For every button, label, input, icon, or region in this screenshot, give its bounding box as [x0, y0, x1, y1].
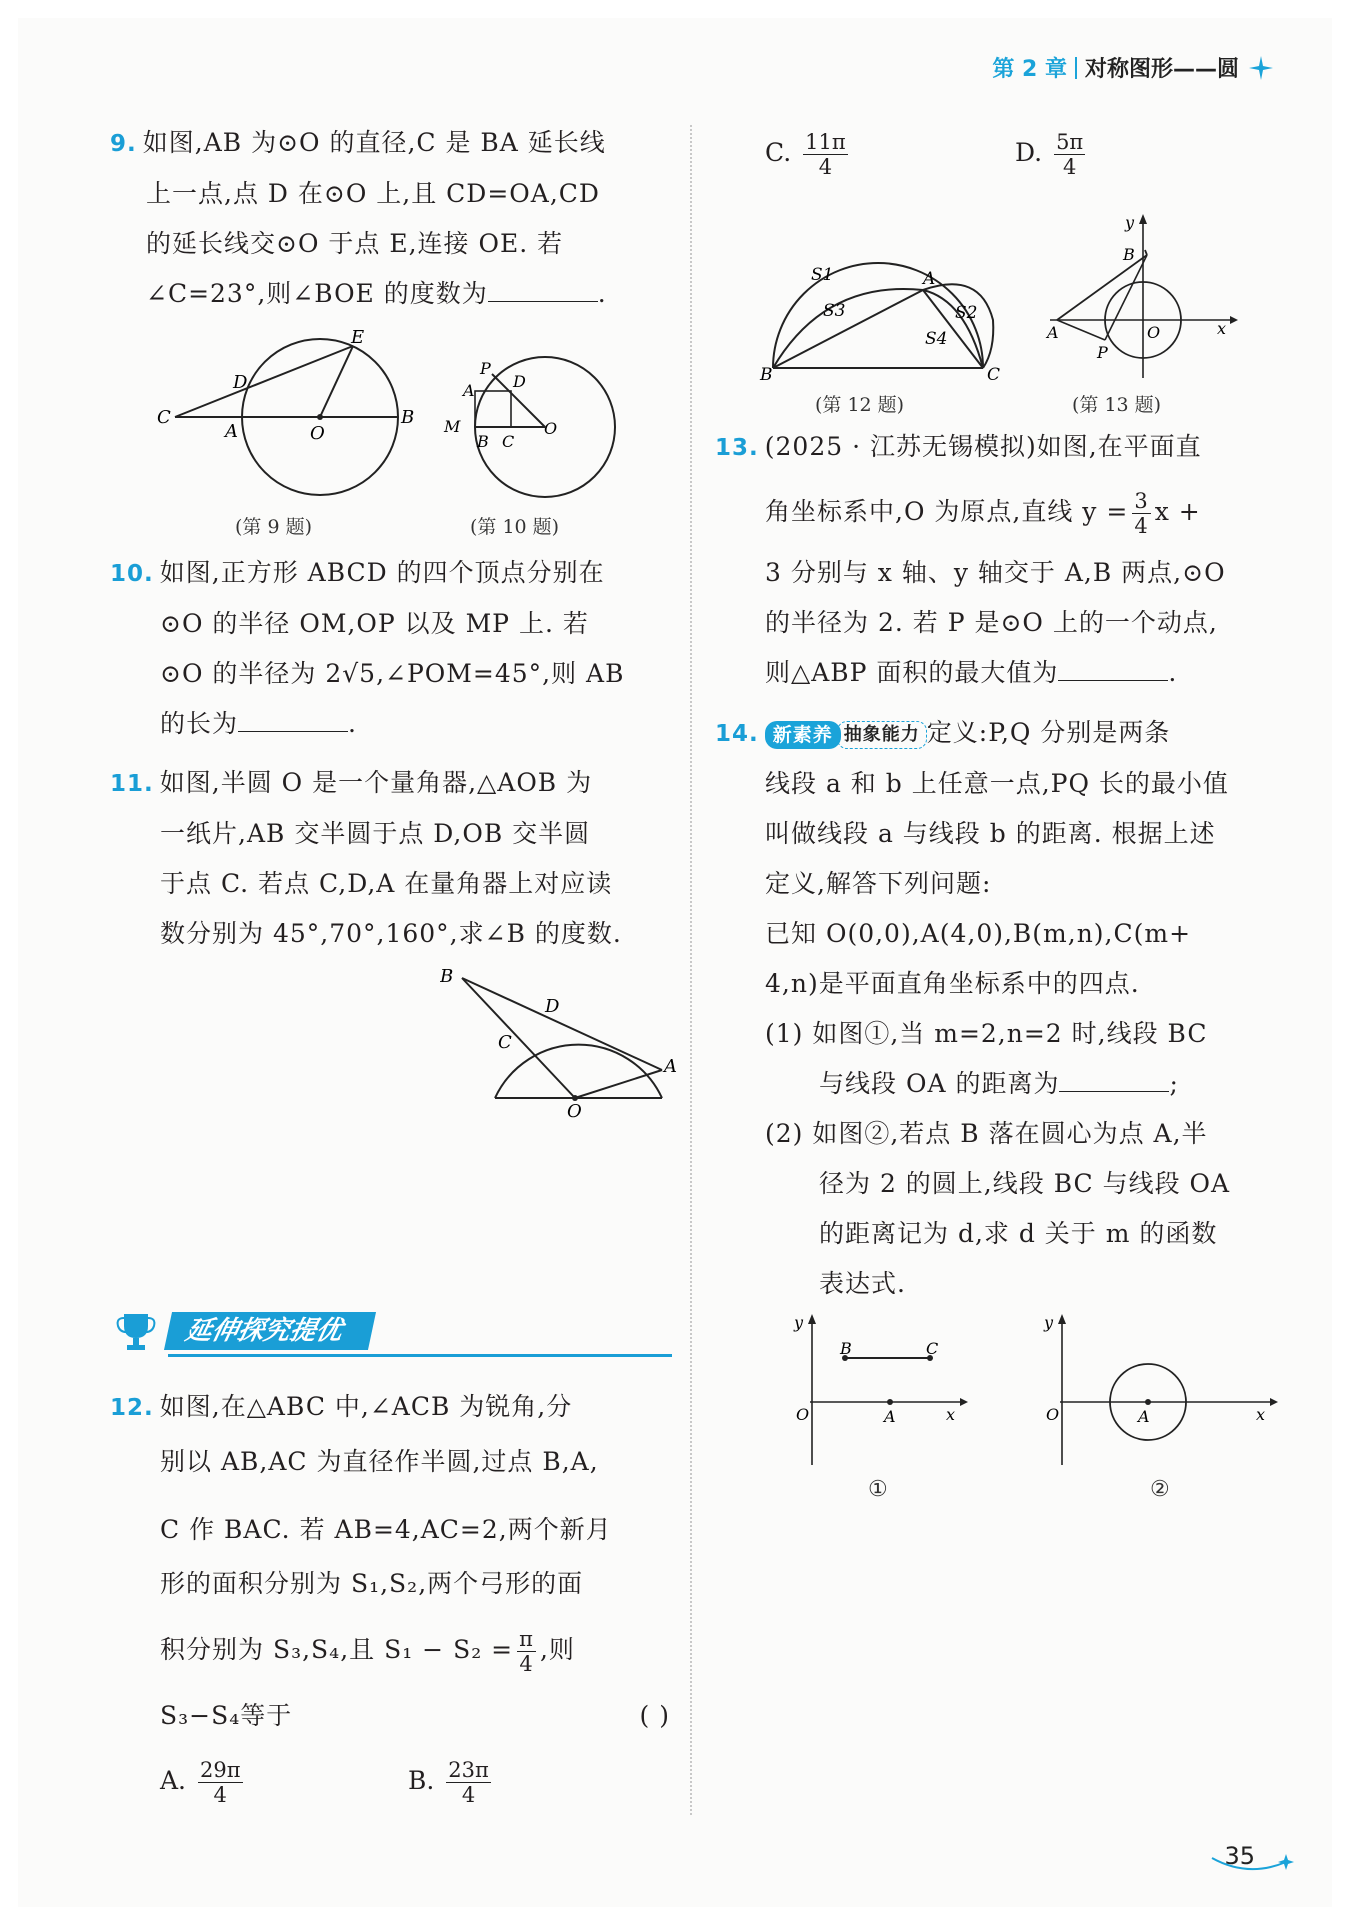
label-y: y — [1044, 1313, 1054, 1332]
numerator: π — [519, 1627, 534, 1651]
choice-A[interactable] — [160, 1758, 247, 1807]
text-line: 角坐标系中,O 为原点,直线 y = — [765, 497, 1129, 526]
section-banner — [112, 1310, 672, 1356]
text-end: . — [348, 709, 357, 738]
choice-D[interactable] — [1015, 130, 1089, 179]
question-number: 11. — [110, 771, 154, 797]
label-S3: S3 — [823, 301, 846, 321]
answer-blank[interactable] — [1059, 1063, 1169, 1092]
label-O: O — [1046, 1405, 1060, 1424]
question-number: 10. — [110, 561, 154, 587]
figure-q11 — [440, 960, 680, 1120]
label-C: C — [926, 1339, 939, 1358]
label-C: C — [987, 365, 1001, 385]
label-O: O — [796, 1405, 810, 1424]
column-divider — [690, 125, 692, 1815]
label-A: A — [463, 381, 475, 400]
caption-q13: (第 13 题) — [1072, 394, 1162, 416]
answer-blank[interactable] — [1058, 652, 1168, 681]
choice-label: A. — [160, 1766, 187, 1795]
text-line: 的半径为 2. 若 P 是⊙O 上的一个动点, — [765, 608, 1218, 637]
label-M: M — [444, 417, 461, 436]
text-tail: ,则 — [539, 1635, 575, 1664]
label-x: x — [1217, 319, 1227, 338]
label-B: B — [477, 432, 489, 451]
choice-fraction — [1054, 130, 1085, 179]
denominator: 4 — [1134, 514, 1149, 538]
figure-q10 — [440, 352, 630, 502]
label-D: D — [233, 372, 248, 393]
numerator: 29π — [199, 1758, 241, 1782]
figure-q9 — [155, 325, 415, 505]
text-line: 如图,半圆 O 是一个量角器,△AOB 为 — [159, 768, 593, 797]
denominator: 4 — [461, 1783, 476, 1807]
numerator: 5π — [1056, 130, 1084, 154]
new-literacy-badge: 新素养 — [765, 721, 841, 749]
text-line: 数分别为 45°,70°,160°,求∠B 的度数. — [160, 919, 622, 948]
question-number: 13. — [715, 435, 759, 461]
caption-fig2: ② — [1150, 1477, 1170, 1502]
label-A: A — [1047, 323, 1059, 342]
text-line: 一纸片,AB 交半圆于点 D,OB 交半圆 — [160, 819, 591, 848]
choice-label: D. — [1015, 138, 1043, 167]
figure-q12 — [755, 240, 1005, 390]
denominator: 4 — [213, 1783, 227, 1807]
text-line: 于点 C. 若点 C,D,A 在量角器上对应读 — [160, 869, 613, 898]
label-B: B — [840, 1339, 852, 1358]
choice-B[interactable] — [408, 1758, 495, 1807]
question-number: 9. — [110, 131, 137, 157]
label-x: x — [1256, 1405, 1266, 1424]
text-line: 表达式. — [819, 1269, 906, 1298]
numerator: 3 — [1134, 489, 1149, 513]
label-D: D — [545, 996, 560, 1017]
denominator: 4 — [818, 155, 833, 179]
caption-q9: (第 9 题) — [235, 516, 312, 538]
label-O: O — [310, 423, 325, 444]
text-line: 已知 O(0,0),A(4,0),B(m,n),C(m+ — [765, 919, 1192, 948]
question-10 — [110, 548, 670, 749]
text-line: ⊙O 的半径为 2√5,∠POM=45°,则 AB — [160, 659, 625, 688]
answer-paren[interactable]: ( ) — [639, 1701, 670, 1730]
question-number: 14. — [715, 721, 759, 747]
figure-1 — [790, 1310, 970, 1470]
fraction — [1132, 489, 1150, 538]
text-line: 线段 a 和 b 上任意一点,PQ 长的最小值 — [765, 769, 1229, 798]
numerator: 11π — [805, 130, 846, 154]
label-D: D — [513, 372, 526, 391]
label-C: C — [498, 1032, 512, 1053]
skill-badge: 抽象能力 — [837, 721, 927, 749]
label-S2: S2 — [955, 303, 978, 323]
choice-label: B. — [408, 1766, 435, 1795]
label-B: B — [760, 365, 773, 385]
text-tail: x + — [1154, 497, 1201, 526]
text-line: ∠C=23°,则∠BOE 的度数为 — [146, 279, 488, 308]
label-C: C — [502, 432, 515, 451]
label-B: B — [1123, 245, 1135, 264]
text-line: 积分别为 S₃,S₄,且 S₁ − S₂ = — [160, 1635, 514, 1664]
header-divider — [1075, 57, 1077, 79]
text-line: (2) 如图②,若点 B 落在圆心为点 A,半 — [765, 1119, 1208, 1148]
label-E: E — [351, 327, 365, 348]
label-P: P — [480, 359, 491, 378]
label-A: A — [884, 1407, 896, 1426]
label-O: O — [1147, 323, 1161, 342]
text-line: 定义,解答下列问题: — [765, 869, 992, 898]
text-line: 如图,AB 为⊙O 的直径,C 是 BA 延长线 — [142, 128, 606, 157]
text-line: 上一点,点 D 在⊙O 上,且 CD=OA,CD — [146, 179, 600, 208]
label-P: P — [1097, 343, 1108, 362]
section-rule — [168, 1354, 672, 1357]
fraction — [517, 1627, 536, 1676]
text-line: 别以 AB,AC 为直径作半圆,过点 B,A, — [160, 1447, 599, 1476]
page-number-text: 35 — [1224, 1842, 1255, 1870]
denominator: 4 — [1062, 155, 1077, 179]
label-x: x — [946, 1405, 956, 1424]
question-11 — [110, 758, 670, 959]
page-swoosh-icon — [1208, 1840, 1298, 1880]
question-13 — [715, 422, 1295, 698]
text-line: 则△ABP 面积的最大值为 — [765, 658, 1059, 687]
question-9 — [110, 118, 670, 319]
text-line: 3 分别与 x 轴、y 轴交于 A,B 两点,⊙O — [765, 558, 1226, 587]
text-line: ⊙O 的半径 OM,OP 以及 MP 上. 若 — [160, 609, 589, 638]
choice-fraction — [198, 1758, 243, 1807]
text-line: 如图,在△ABC 中,∠ACB 为锐角,分 — [159, 1392, 573, 1421]
text-line: S₃−S₄等于 — [160, 1701, 293, 1730]
text-line: 的延长线交⊙O 于点 E,连接 OE. 若 — [146, 229, 564, 258]
chapter-header — [992, 52, 1275, 83]
label-A: A — [923, 269, 936, 289]
text-line: 定义:P,Q 分别是两条 — [926, 718, 1171, 747]
question-14 — [715, 708, 1295, 1309]
label-S4: S4 — [925, 329, 948, 349]
answer-blank[interactable] — [488, 273, 598, 302]
label-A: A — [225, 421, 238, 442]
sparkle-icon — [1247, 54, 1275, 82]
choice-C[interactable] — [765, 130, 852, 179]
text-line: (2025 · 江苏无锡模拟)如图,在平面直 — [764, 432, 1202, 461]
label-O: O — [567, 1101, 582, 1120]
text-end: . — [597, 279, 607, 308]
caption-q10: (第 10 题) — [470, 516, 560, 538]
label-y: y — [794, 1313, 804, 1332]
text-line: 的距离记为 d,求 d 关于 m 的函数 — [819, 1219, 1218, 1248]
choice-label: C. — [765, 138, 792, 167]
text-line: 4,n)是平面直角坐标系中的四点. — [765, 969, 1140, 998]
text-line: 如图,正方形 ABCD 的四个顶点分别在 — [159, 558, 605, 587]
label-A: A — [664, 1056, 677, 1077]
label-y: y — [1125, 213, 1135, 232]
text-line: 形的面积分别为 S₁,S₂,两个弓形的面 — [160, 1569, 584, 1598]
figure-2 — [1040, 1310, 1280, 1470]
choice-fraction — [446, 1758, 491, 1807]
text-line: C 作 BAC. 若 AB=4,AC=2,两个新月 — [160, 1515, 612, 1544]
text-line: (1) 如图①,当 m=2,n=2 时,线段 BC — [765, 1019, 1208, 1048]
denominator: 4 — [519, 1652, 534, 1676]
answer-blank[interactable] — [238, 703, 348, 732]
text-end: . — [1168, 658, 1178, 687]
label-S1: S1 — [811, 265, 834, 285]
label-C: C — [157, 407, 171, 428]
text-line: 径为 2 的圆上,线段 BC 与线段 OA — [819, 1169, 1231, 1198]
choice-fraction — [803, 130, 848, 179]
label-O: O — [544, 419, 558, 438]
text-line: 与线段 OA 的距离为 — [819, 1069, 1060, 1098]
label-B: B — [401, 407, 415, 428]
question-number: 12. — [110, 1395, 154, 1421]
text-line: 的长为 — [160, 709, 239, 738]
text-end: ; — [1169, 1069, 1179, 1098]
section-title: 延伸探究提优 — [164, 1312, 376, 1350]
label-B: B — [440, 966, 454, 987]
numerator: 23π — [448, 1758, 489, 1782]
caption-q12: (第 12 题) — [815, 394, 905, 416]
chapter-number: 第 2 章 — [992, 57, 1067, 82]
caption-fig1: ① — [868, 1477, 888, 1502]
label-A: A — [1138, 1407, 1150, 1426]
question-12 — [110, 1380, 670, 1743]
text-line: 叫做线段 a 与线段 b 的距离. 根据上述 — [765, 819, 1216, 848]
chapter-title: 对称图形——圆 — [1084, 57, 1239, 82]
figure-q13 — [1035, 210, 1240, 385]
